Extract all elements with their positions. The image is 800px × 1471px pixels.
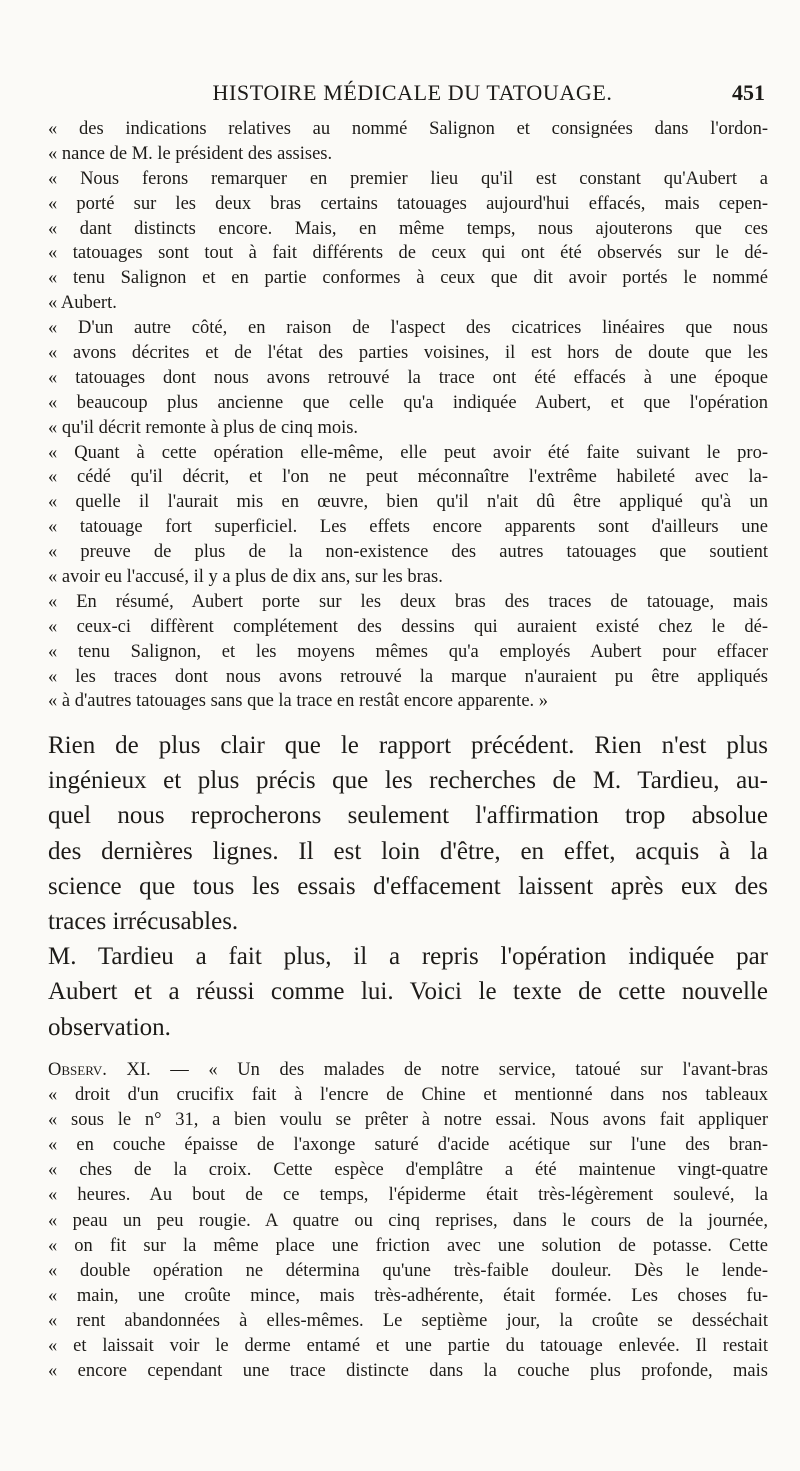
- obs-line: « rent abandonnées à elles-mêmes. Le septième jour, la croûte se desséchait: [48, 1310, 768, 1331]
- quote-line: « les traces dont nous avons retrouvé la marque n'auraient pu être appliqués: [48, 666, 768, 687]
- quote-line: « cédé qu'il décrit, et l'on ne peut méconnaître l'extrême habileté avec la-: [48, 467, 768, 488]
- obs-line: « et laissait voir le derme entamé et une partie du tatouage enlevée. Il restait: [48, 1336, 768, 1357]
- body-line: observation.: [48, 1013, 171, 1041]
- obs-line: « ches de la croix. Cette espèce d'emplâtre a été maintenue vingt-quatre: [48, 1160, 768, 1181]
- quote-line: « beaucoup plus ancienne que celle qu'a indiquée Aubert, et que l'opération: [48, 392, 768, 413]
- quote-line: « porté sur les deux bras certains tatouages aujourd'hui effacés, mais cepen-: [48, 193, 768, 214]
- quote-line: « nance de M. le président des assises.: [48, 143, 333, 164]
- body-line: des dernières lignes. Il est loin d'être, en effet, acquis à la: [48, 837, 768, 865]
- obs-line: « en couche épaisse de l'axonge saturé d'acide acétique sur l'une des bran-: [48, 1135, 768, 1156]
- obs-line-text: — « Un des malades de notre service, tatoué sur l'avant-bras: [150, 1060, 768, 1080]
- quote-line: « preuve de plus de la non-existence des autres tatouages que soutient: [48, 542, 768, 563]
- body-line: Rien de plus clair que le rapport précédent. Rien n'est plus: [48, 732, 768, 759]
- quote-line: « tenu Salignon et en partie conformes à ceux que dit avoir portés le nommé: [48, 268, 768, 289]
- quote-line: « tenu Salignon, et les moyens mêmes qu'a employés Aubert pour effacer: [48, 641, 768, 662]
- obs-line: « encore cependant une trace distincte dans la couche plus profonde, mais: [48, 1361, 768, 1382]
- body-line: traces irrécusables.: [48, 907, 239, 935]
- obs-line: « peau un peu rougie. A quatre ou cinq reprises, dans le cours de la journée,: [48, 1210, 768, 1231]
- quote-line: « tatouages sont tout à fait différents de ceux qui ont été observés sur le dé-: [48, 243, 768, 264]
- quote-line: « des indications relatives au nommé Salignon et consignées dans l'ordon-: [48, 119, 768, 139]
- body-line: science que tous les essais d'effacement laissent après eux des: [48, 872, 768, 900]
- obs-line: « droit d'un crucifix fait à l'encre de Chine et mentionné dans nos tableaux: [48, 1085, 768, 1106]
- observation-xi: [48, 1058, 768, 1384]
- quote-line: « à d'autres tatouages sans que la trace en restât encore apparente. »: [48, 691, 549, 712]
- observation-label: Observ. XI.: [48, 1060, 151, 1080]
- body-line: M. Tardieu a fait plus, il a repris l'opération indiquée par: [48, 943, 768, 971]
- quote-line: « ceux-ci diffèrent complétement des dessins qui auraient existé chez le dé-: [48, 616, 768, 637]
- obs-line: « main, une croûte mince, mais très-adhérente, était formée. Les choses fu-: [48, 1285, 768, 1306]
- quote-line: « qu'il décrit remonte à plus de cinq mois.: [48, 417, 359, 438]
- quote-line: « dant distincts encore. Mais, en même temps, nous ajouterons que ces: [48, 218, 768, 239]
- quote-line: « Quant à cette opération elle-même, elle peut avoir été faite suivant le pro-: [48, 442, 768, 463]
- quote-line: « quelle il l'aurait mis en œuvre, bien qu'il n'ait dû être appliqué qu'à un: [48, 492, 768, 513]
- quote-line: « avons décrites et de l'état des parties voisines, il est hors de doute que les: [48, 343, 768, 364]
- quoted-report: [48, 117, 768, 714]
- quote-line: « avoir eu l'accusé, il y a plus de dix ans, sur les bras.: [48, 567, 443, 588]
- obs-line: « on fit sur la même place une friction avec une solution de potasse. Cette: [48, 1235, 768, 1256]
- quote-line: « tatouages dont nous avons retrouvé la trace ont été effacés à une époque: [48, 367, 768, 388]
- body-line: quel nous reprocherons seulement l'affirmation trop absolue: [48, 802, 768, 830]
- running-title: HISTOIRE MÉDICALE DU TATOUAGE.: [212, 80, 613, 105]
- body-line: ingénieux et plus précis que les recherches de M. Tardieu, au-: [48, 767, 768, 795]
- quote-line: « D'un autre côté, en raison de l'aspect des cicatrices linéaires que nous: [48, 318, 768, 339]
- obs-line: « sous le n° 31, a bien voulu se prêter à notre essai. Nous avons fait appliquer: [48, 1110, 768, 1131]
- obs-line: « heures. Au bout de ce temps, l'épiderme était très-légèrement soulevé, la: [48, 1185, 768, 1206]
- quote-line: « Aubert.: [48, 293, 117, 314]
- obs-line: [48, 1058, 768, 1083]
- page-header: [60, 80, 765, 106]
- quote-line: « En résumé, Aubert porte sur les deux bras des traces de tatouage, mais: [48, 591, 768, 612]
- page-number: 451: [732, 80, 765, 105]
- quote-line: « Nous ferons remarquer en premier lieu qu'il est constant qu'Aubert a: [48, 168, 768, 189]
- commentary: [48, 728, 768, 1045]
- obs-line: « double opération ne détermina qu'une très-faible douleur. Dès le lende-: [48, 1260, 768, 1281]
- body-line: Aubert et a réussi comme lui. Voici le texte de cette nouvelle: [48, 978, 768, 1006]
- quote-line: « tatouage fort superficiel. Les effets encore apparents sont d'ailleurs une: [48, 517, 768, 538]
